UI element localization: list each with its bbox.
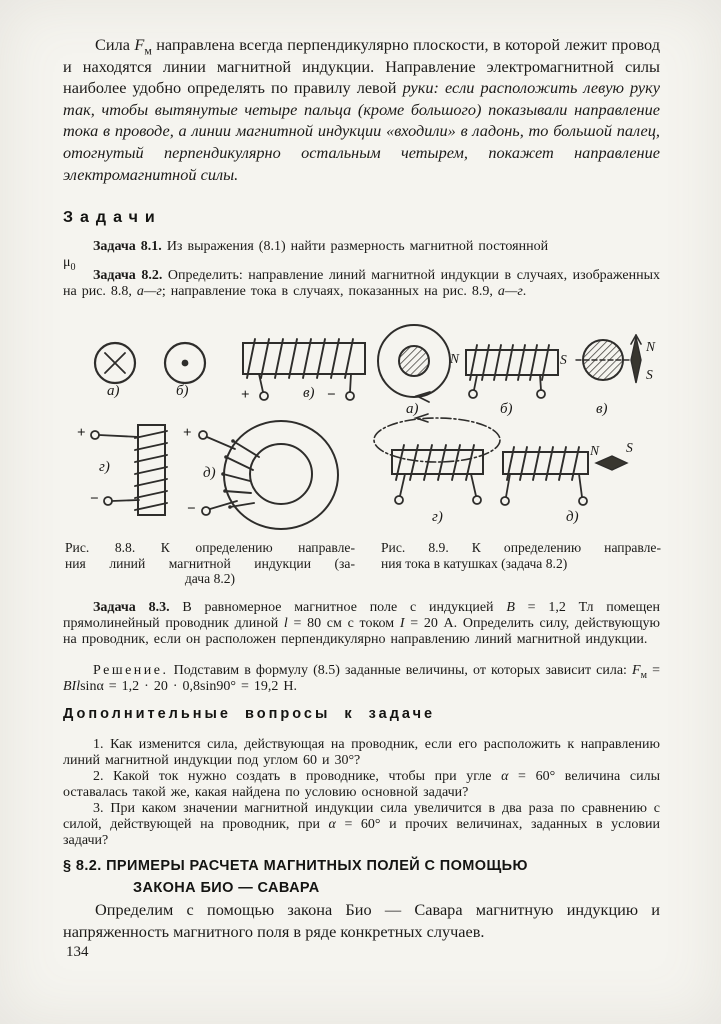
fig88-plus-v: + [241,387,250,403]
tasks-section-header: Задачи [63,209,162,226]
figures-band [63,323,660,537]
fig88-plus-g: + [77,425,86,441]
task-8-3-paragraph: Задача 8.3. В равномерное магнитное поле с индукцией B = 1,2 Тл помещен прямолинейный проводник длиной l = 80 см с током I = 20 А. Определить силу, действующую на проводник, если он расположен перпендикулярно направлению линий магнитной индукции. [63,600,660,647]
fig89-s-needle-d: S [626,440,633,455]
fig89-label-b: б) [500,401,513,417]
fig88-label-v: в) [303,385,315,401]
wire-with-field-line [378,325,450,402]
caption-line: дача 8.2) [184,571,236,587]
figure-8-8 [63,323,370,537]
caption-line: ния тока в катушках (задача 8.2) [381,555,568,571]
fig89-n-coil-d: N [590,443,600,458]
fig89-label-v: в) [596,401,608,417]
fig88-label-g: г) [99,459,110,475]
fig89-label-g: г) [432,509,443,525]
figure-8-8-caption [65,540,355,587]
task-8-2-paragraph: Задача 8.2. Определить: направление линий магнитной индукции в случаях, изображенных на рис. 8.8, а—г; направление тока в случаях, показанных на рис. 8.9, а—г. [63,268,660,299]
toroid-coil [199,421,338,529]
question-2: 2. Какой ток нужно создать в проводнике, чтобы при угле α = 60° величина силы оставалась такой же, какая найдена по условию основной задачи? [63,769,660,800]
current-out-of-page-symbol [165,343,205,383]
fig89-s-coil-b: S [560,352,567,367]
caption-line: ния линий магнитной индукции (за- [65,555,355,571]
caption-line: Рис. 8.9. К определению направле- [381,540,661,555]
caption-line: Рис. 8.8. К определению направле- [65,540,355,555]
figure-8-9-caption [381,540,661,571]
fig88-plus-d: + [183,425,192,441]
page-number: 134 [66,944,89,960]
fig88-label-d: д) [203,465,216,481]
fig89-label-d: д) [566,509,579,525]
fig88-minus-d: − [187,501,196,517]
fig89-s-compass: S [646,367,653,382]
intro-paragraph: Сила $F_м$ направлена всегда перпендикулярно плоскости, в которой лежит провод и находятся линии магнитной индукции. Направление электромагнитной силы наиболее удобно определять по правилу левой руки: если расположить левую руку так, чтобы вытянутые четыре пальца (кроме большого) показывали направление тока в проводе, а линии магнитной индукции «входили» в ладонь, то большой палец, отогнутый перпендикулярно остальным четырем, покажет направление электромагнитной силы. [63,35,660,184]
fig88-label-b: б) [176,383,189,399]
current-into-page-symbol [95,343,135,383]
section-header-line2: ЗАКОНА БИО — САВАРА [133,880,320,896]
fig88-label-a: а) [107,383,120,399]
coil-with-field-loop [374,414,500,504]
coil-with-n-pole-and-needle [501,447,627,505]
question-3: 3. При каком значении магнитной индукции сила увеличится в два раза по сравнению с силой, действующей на проводник, при α = 60° и прочих величинах, заданных в условии задачи? [63,801,660,848]
fig88-minus-v: − [327,387,336,403]
wire-with-compass [576,335,641,383]
questions-section-header: Дополнительные вопросы к задаче [63,706,436,722]
figure-8-9-drawing [370,323,660,537]
question-1: 1. Как изменится сила, действующая на проводник, если его расположить к направлению линий магнитной индукции под углом 60 и 30°? [63,737,660,768]
fig88-minus-g: − [90,491,99,507]
page-content [63,0,660,1024]
fig89-label-a: а) [406,401,419,417]
task-8-1-paragraph: Задача 8.1. Из выражения (8.1) найти размерность магнитной постоянной $\mu_0$ [63,239,549,273]
figure-8-9 [370,323,660,537]
solution-paragraph: Решение. Подставим в формулу (8.5) заданные величины, от которых зависит сила: $F_м = BIlsin\alpha = 1,2 \cdot 20 \cdot 0,8\sin 90^\circ = 19,2$ Н. [63,663,660,694]
section-8-2-header [63,855,660,899]
figure-8-8-drawing [63,323,370,537]
coil-with-s-pole [466,345,558,398]
fig89-n-coil-b: N [450,351,460,366]
closing-paragraph: Определим с помощью закона Био — Савара магнитную индукцию и напряженность магнитного поля в ряде конкретных случаев. [63,900,660,941]
fig89-n-compass: N [646,339,656,354]
section-header-line1: § 8.2. ПРИМЕРЫ РАСЧЕТА МАГНИТНЫХ ПОЛЕЙ С ПОМОЩЬЮ [63,858,528,874]
